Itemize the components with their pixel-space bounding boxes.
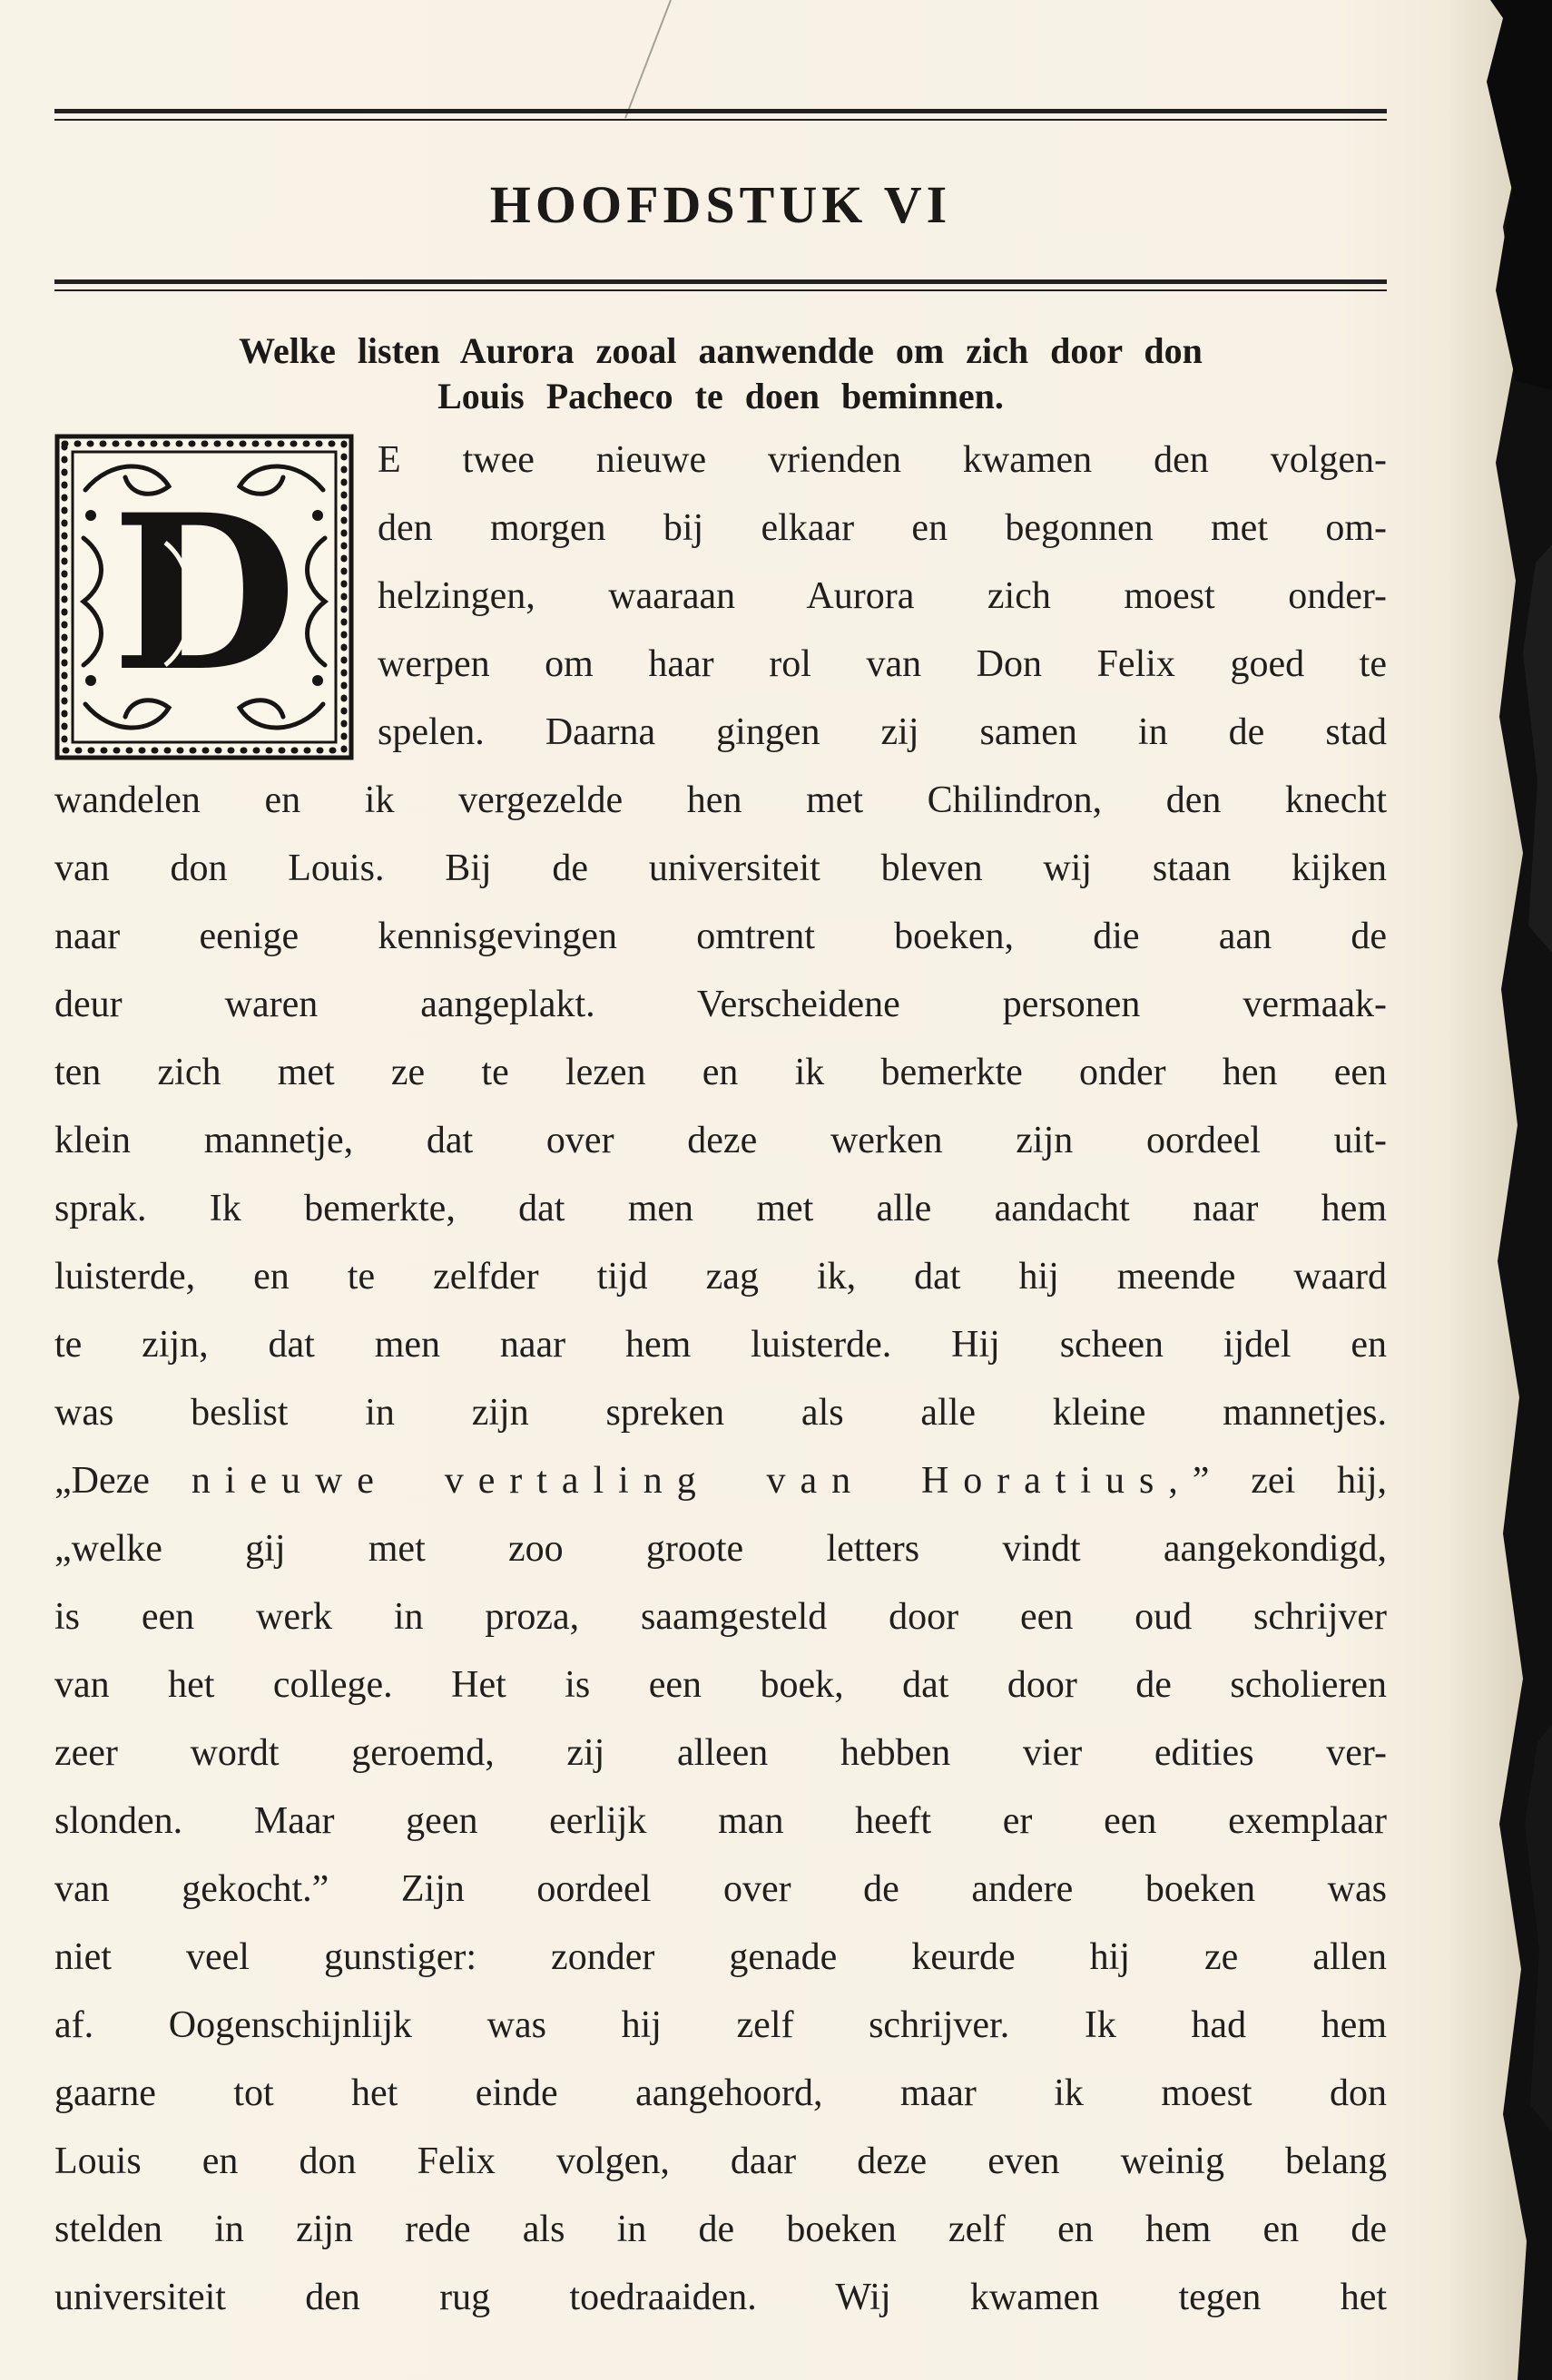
- body-line: te zijn, dat men naar hem luisterde. Hij scheen ijdel en: [54, 1324, 1387, 1366]
- body-line: slonden. Maar geen eerlijk man heeft er een exemplaar: [54, 1800, 1387, 1842]
- body-line: „welke gij met zoo groote letters vindt aangekondigd,: [54, 1528, 1387, 1570]
- body-line: E twee nieuwe vrienden kwamen den volgen-: [378, 439, 1387, 481]
- subtitle-line-1: Welke listen Aurora zooal aanwendde om zich door don: [239, 330, 1203, 371]
- body-line: gaarne tot het einde aangehoord, maar ik moest don: [54, 2072, 1387, 2114]
- chapter-heading: HOOFDSTUK VI: [489, 175, 952, 234]
- body-line: wandelen en ik vergezelde hen met Chilindron, den knecht: [54, 779, 1387, 821]
- body-line: luisterde, en te zelfder tijd zag ik, dat hij meende waard: [54, 1256, 1387, 1298]
- quote-close-text: ” zei hij,: [1192, 1460, 1387, 1502]
- book-edge-shadow: [1479, 0, 1552, 2380]
- body-line: den morgen bij elkaar en begonnen met om-: [378, 507, 1387, 549]
- body-line: niet veel gunstiger: zonder genade keurde hij ze allen: [54, 1936, 1387, 1978]
- body-line: sprak. Ik bemerkte, dat men met alle aandacht naar hem: [54, 1188, 1387, 1229]
- quote-open-text: „Deze: [54, 1460, 192, 1502]
- body-line: was beslist in zijn spreken als alle kleine mannetjes.: [54, 1392, 1387, 1434]
- body-line: spelen. Daarna gingen zij samen in de stad: [378, 711, 1387, 753]
- body-line: klein mannetje, dat over deze werken zijn oordeel uit-: [54, 1120, 1387, 1161]
- body-text-block: [54, 426, 1387, 2332]
- body-line: helzingen, waaraan Aurora zich moest onder-: [378, 575, 1387, 617]
- scan-crease-line: [624, 0, 673, 119]
- body-line: zeer wordt geroemd, zij alleen hebben vier edities ver-: [54, 1732, 1387, 1774]
- body-line: deur waren aangeplakt. Verscheidene personen vermaak-: [54, 984, 1387, 1025]
- drop-cap-ornament: [54, 434, 354, 760]
- letterspaced-title: nieuwe vertaling van Horatius,: [191, 1460, 1193, 1502]
- body-line: van don Louis. Bij de universiteit bleven wij staan kijken: [54, 847, 1387, 889]
- body-line: naar eenige kennisgevingen omtrent boeken, die aan de: [54, 916, 1387, 957]
- body-line: stelden in zijn rede als in de boeken zelf en hem en de: [54, 2209, 1387, 2250]
- body-line: universiteit den rug toedraaiden. Wij kwamen tegen het: [54, 2277, 1387, 2318]
- body-line: af. Oogenschijnlijk was hij zelf schrijver. Ik had hem: [54, 2004, 1387, 2046]
- body-line: van het college. Het is een boek, dat door de scholieren: [54, 1664, 1387, 1706]
- subtitle-double-rule: [54, 279, 1387, 291]
- body-line: van gekocht.” Zijn oordeel over de andere boeken was: [54, 1868, 1387, 1910]
- body-line-letterspaced: [54, 1447, 1387, 1515]
- body-line: is een werk in proza, saamgesteld door een oud schrijver: [54, 1596, 1387, 1638]
- top-double-rule: [54, 109, 1387, 121]
- chapter-subtitle: [54, 328, 1387, 419]
- subtitle-line-2: Louis Pacheco te doen beminnen.: [437, 376, 1004, 416]
- body-line: Louis en don Felix volgen, daar deze even weinig belang: [54, 2140, 1387, 2182]
- body-line: ten zich met ze te lezen en ik bemerkte onder hen een: [54, 1052, 1387, 1093]
- drop-cap-illustration: [54, 434, 354, 760]
- drop-cap-letter: D: [112, 468, 297, 719]
- body-line: werpen om haar rol van Don Felix goed te: [378, 643, 1387, 685]
